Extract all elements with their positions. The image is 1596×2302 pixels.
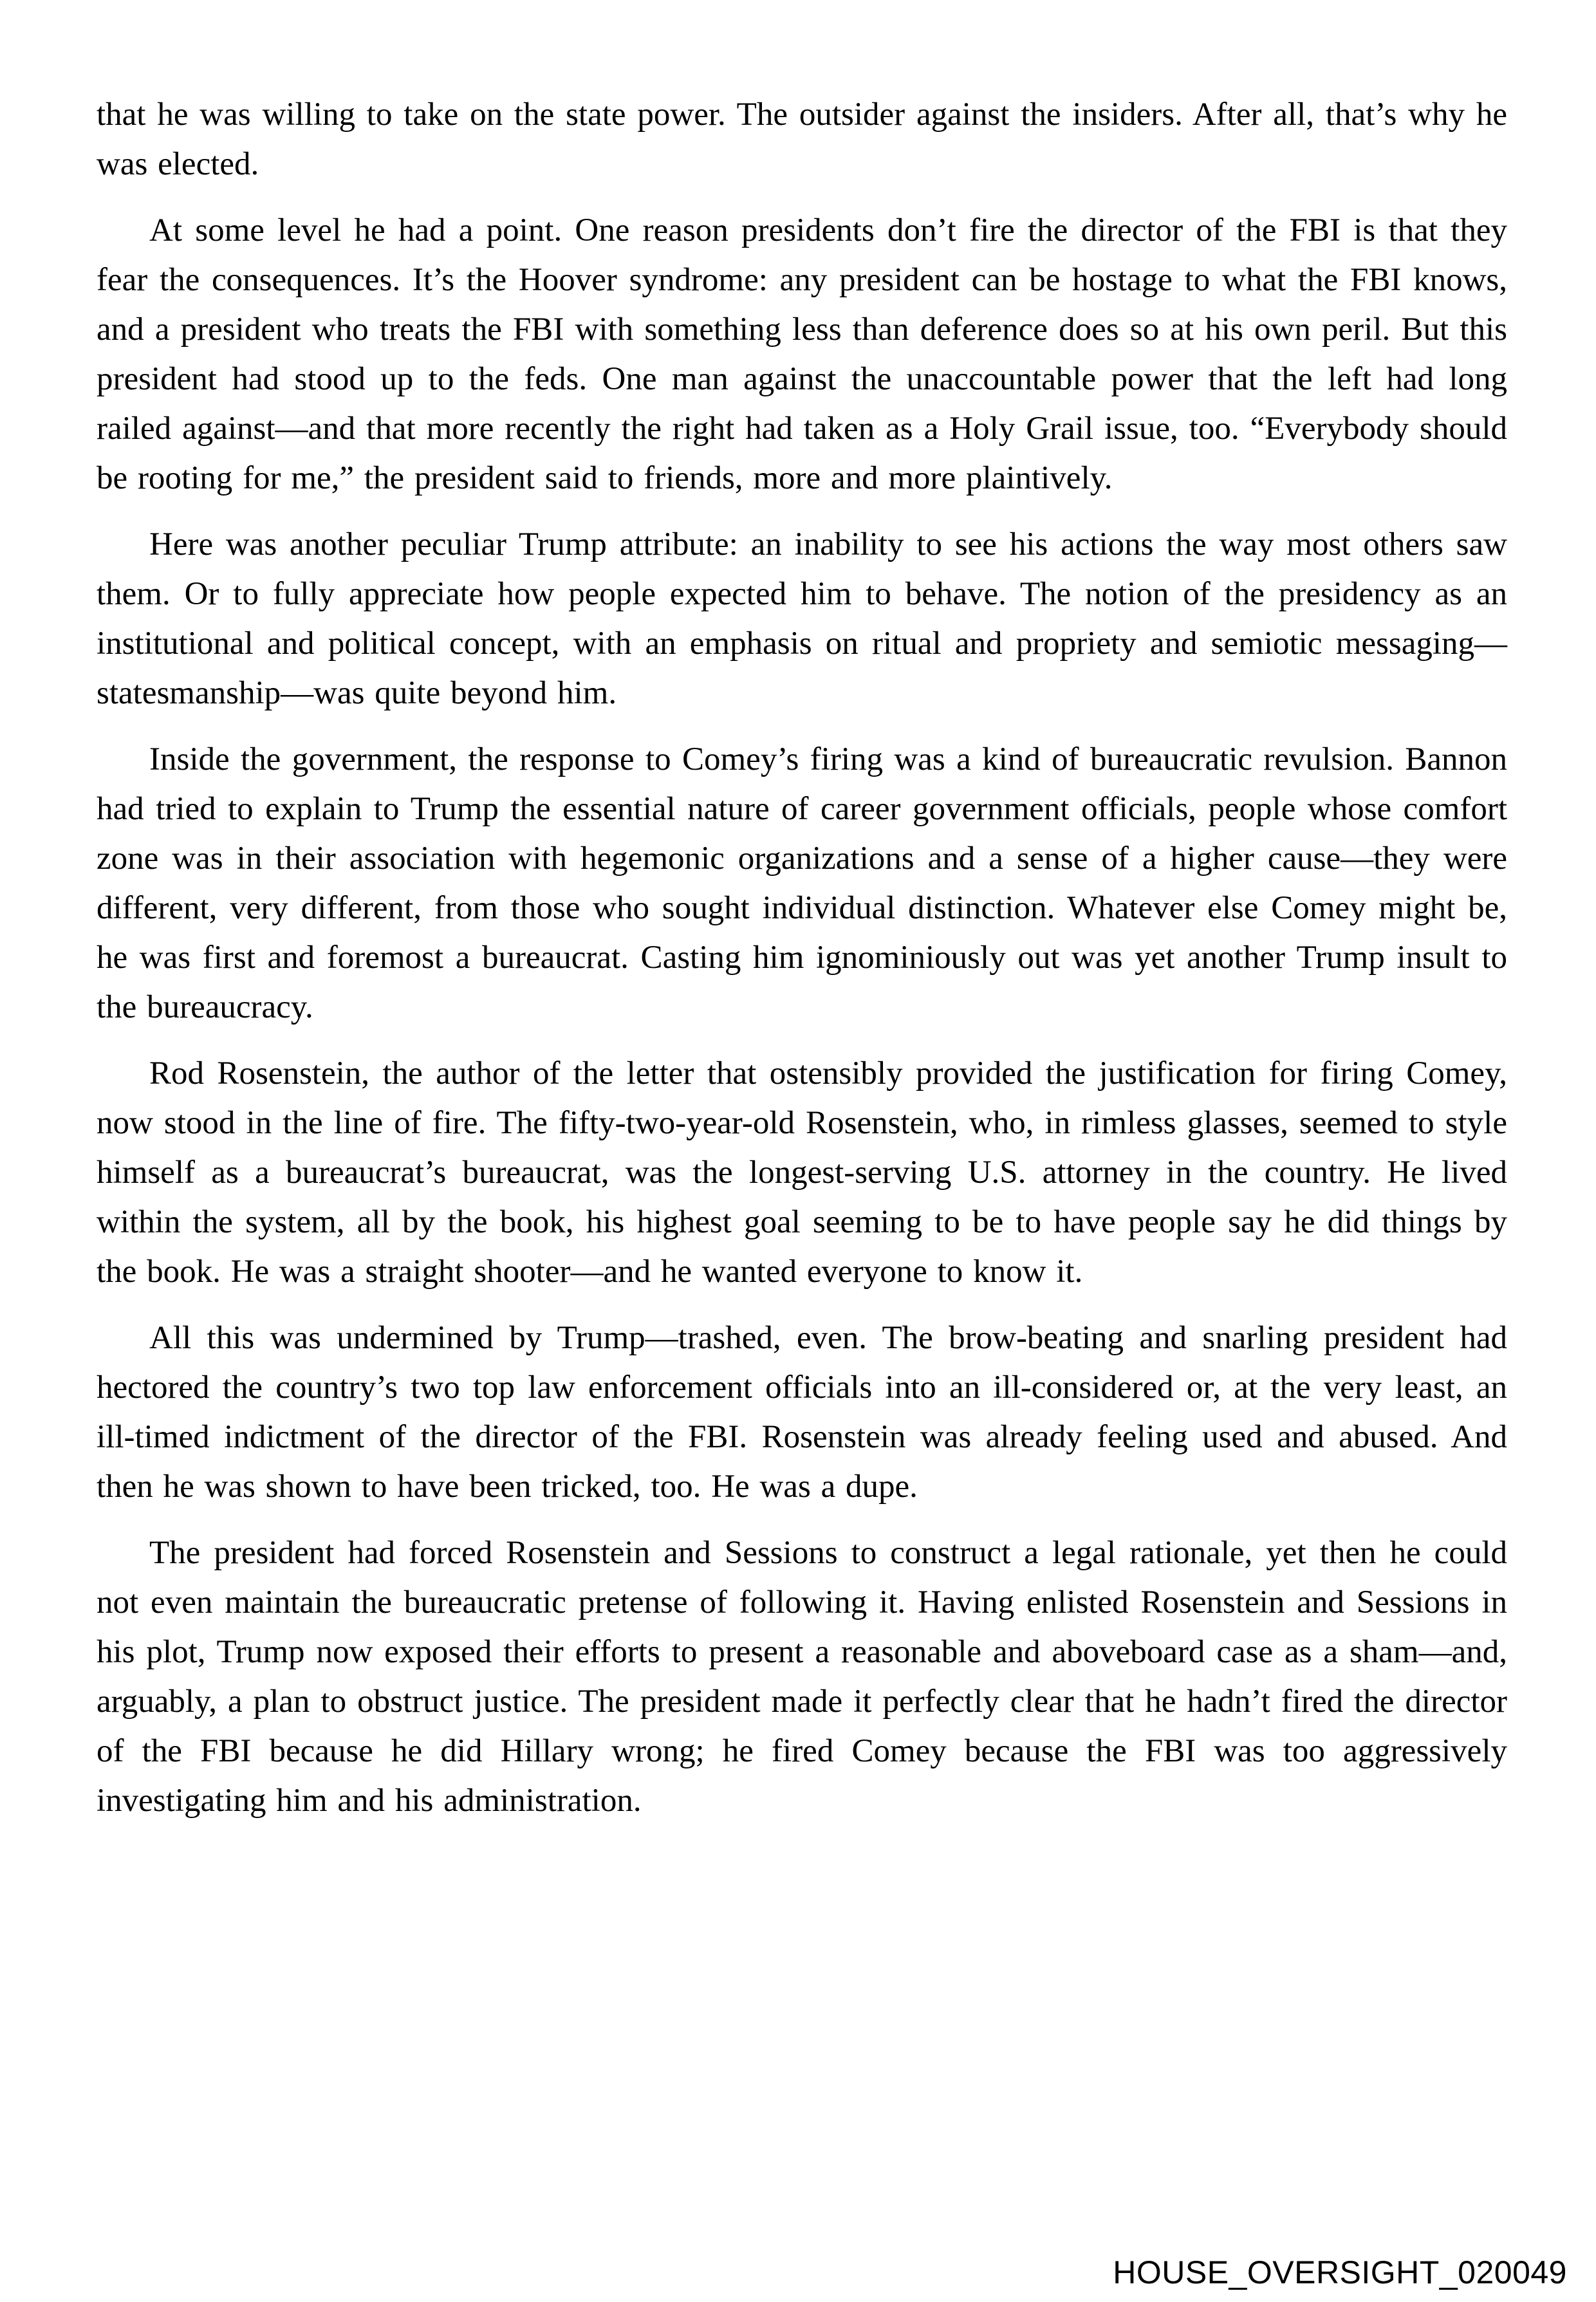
paragraph-3: Here was another peculiar Trump attribute: an inability to see his actions the way most others saw them. Or to fully appreciate how people expected him to behave. The notion of the presidency as an institutional and political concept, with an emphasis on ritual and propriety and semiotic messaging—statesmanship—was quite beyond him. [97, 526, 1507, 711]
paragraph-7: The president had forced Rosenstein and Sessions to construct a legal rationale, yet then he could not even maintain the bureaucratic pretense of following it. Having enlisted Rosenstein and Sessions in his plot, Trump now exposed their efforts to present a reasonable and aboveboard case as a sham—and, arguably, a plan to obstruct justice. The president made it perfectly clear that he hadn’t fired the director of the FBI because he did Hillary wrong; he fired Comey because the FBI was too aggressively investigating him and his administration. [97, 1535, 1507, 1819]
body-text [97, 90, 1507, 1843]
paragraph-2: At some level he had a point. One reason presidents don’t fire the director of the FBI is that they fear the consequences. It’s the Hoover syndrome: any president can be hostage to what the FBI knows, and a president who treats the FBI with something less than deference does so at his own peril. But this president had stood up to the feds. One man against the unaccountable power that the left had long railed against—and that more recently the right had taken as a Holy Grail issue, too. “Everybody should be rooting for me,” the president said to friends, more and more plaintively. [97, 212, 1507, 496]
paragraph-1: that he was willing to take on the state power. The outsider against the insiders. After all, that’s why he was elected. [97, 97, 1507, 182]
paragraph-4: Inside the government, the response to Comey’s firing was a kind of bureaucratic revulsion. Bannon had tried to explain to Trump the essential nature of career government officials, people whose comfort zone was in their association with hegemonic organizations and a sense of a higher cause—they were different, very different, from those who sought individual distinction. Whatever else Comey might be, he was first and foremost a bureaucrat. Casting him ignominiously out was yet another Trump insult to the bureaucracy. [97, 741, 1507, 1025]
bates-stamp: HOUSE_OVERSIGHT_020049 [1113, 2254, 1567, 2290]
paragraph-5: Rod Rosenstein, the author of the letter that ostensibly provided the justification for firing Comey, now stood in the line of fire. The fifty-two-year-old Rosenstein, who, in rimless glasses, seemed to style himself as a bureaucrat’s bureaucrat, was the longest-serving U.S. attorney in the country. He lived within the system, all by the book, his highest goal seeming to be to have people say he did things by the book. He was a straight shooter—and he wanted everyone to know it. [97, 1055, 1507, 1290]
paragraph-6: All this was undermined by Trump—trashed, even. The brow-beating and snarling president had hectored the country’s two top law enforcement officials into an ill-considered or, at the very least, an ill-timed indictment of the director of the FBI. Rosenstein was already feeling used and abused. And then he was shown to have been tricked, too. He was a dupe. [97, 1320, 1507, 1505]
